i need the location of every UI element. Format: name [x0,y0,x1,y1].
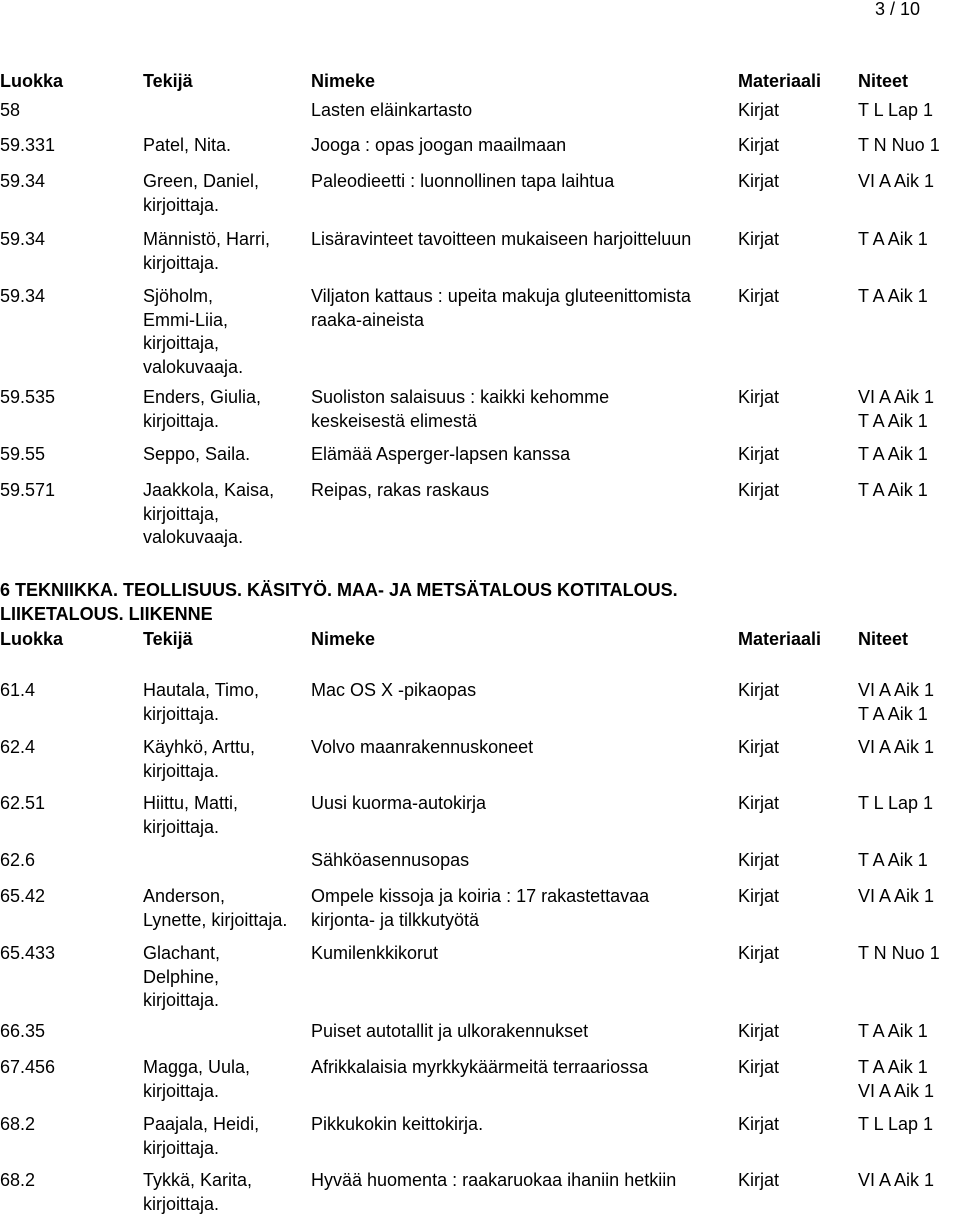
cell-tekija-line: kirjoittaja. [143,816,238,840]
cell-niteet [858,99,933,123]
cell-materiaali: Kirjat [738,1169,779,1193]
cell-niteet-line: T L Lap 1 [858,99,933,123]
cell-niteet-line: VI A Aik 1 [858,679,934,703]
cell-materiaali: Kirjat [738,1113,779,1137]
cell-nimeke [311,1169,676,1193]
cell-nimeke-line: raaka-aineista [311,309,691,333]
cell-tekija-line: Enders, Giulia, [143,386,261,410]
cell-tekija-line: kirjoittaja. [143,1193,252,1216]
cell-luokka: 66.35 [0,1020,45,1044]
page-number: 3 / 10 [875,0,920,22]
cell-tekija-line: Paajala, Heidi, [143,1113,259,1137]
cell-niteet [858,736,934,760]
cell-tekija-line: Käyhkö, Arttu, [143,736,255,760]
cell-nimeke-line: Mac OS X -pikaopas [311,679,476,703]
cell-niteet-line: T N Nuo 1 [858,134,940,158]
cell-niteet-line: T A Aik 1 [858,410,934,434]
cell-tekija-line: Männistö, Harri, [143,228,270,252]
header-tekija: Tekijä [143,70,193,94]
cell-tekija [143,885,287,932]
cell-tekija [143,386,261,433]
cell-tekija-line: Anderson, [143,885,287,909]
cell-nimeke-line: kirjonta- ja tilkkutyötä [311,909,649,933]
cell-niteet [858,679,934,726]
cell-tekija-line: kirjoittaja, [143,503,274,527]
cell-nimeke [311,170,614,194]
cell-materiaali: Kirjat [738,170,779,194]
cell-niteet-line: VI A Aik 1 [858,885,934,909]
cell-niteet-line: T A Aik 1 [858,443,928,467]
cell-niteet [858,228,928,252]
cell-tekija [143,679,259,726]
cell-nimeke [311,134,566,158]
cell-niteet [858,386,934,433]
cell-niteet-line: VI A Aik 1 [858,1080,934,1104]
cell-materiaali: Kirjat [738,942,779,966]
cell-tekija [143,285,243,379]
cell-tekija-line: kirjoittaja. [143,194,259,218]
cell-tekija [143,942,220,1013]
cell-luokka: 62.6 [0,849,35,873]
cell-nimeke-line: Paleodieetti : luonnollinen tapa laihtua [311,170,614,194]
cell-tekija-line: Magga, Uula, [143,1056,250,1080]
cell-tekija [143,479,274,550]
cell-niteet [858,170,934,194]
cell-niteet [858,1169,934,1193]
cell-tekija [143,736,255,783]
cell-tekija-line: Sjöholm, [143,285,243,309]
cell-materiaali: Kirjat [738,228,779,252]
cell-niteet-line: T L Lap 1 [858,792,933,816]
cell-luokka: 62.4 [0,736,35,760]
cell-tekija [143,228,270,275]
cell-luokka: 59.331 [0,134,55,158]
cell-luokka: 65.42 [0,885,45,909]
cell-tekija-line: Hiittu, Matti, [143,792,238,816]
cell-niteet-line: T A Aik 1 [858,703,934,727]
cell-luokka: 68.2 [0,1113,35,1137]
cell-materiaali: Kirjat [738,443,779,467]
header-tekija: Tekijä [143,628,193,652]
cell-niteet-line: T A Aik 1 [858,285,928,309]
cell-nimeke [311,386,609,433]
cell-materiaali: Kirjat [738,479,779,503]
cell-tekija-line: Seppo, Saila. [143,443,250,467]
cell-niteet-line: T L Lap 1 [858,1113,933,1137]
cell-materiaali: Kirjat [738,386,779,410]
cell-niteet [858,849,928,873]
cell-niteet-line: T A Aik 1 [858,479,928,503]
header-luokka: Luokka [0,628,63,652]
cell-tekija-line: kirjoittaja. [143,410,261,434]
cell-niteet-line: T A Aik 1 [858,1020,928,1044]
cell-nimeke-line: Kumilenkkikorut [311,942,438,966]
cell-tekija-line: Delphine, [143,966,220,990]
cell-nimeke-line: Sähköasennusopas [311,849,469,873]
cell-tekija-line: Green, Daniel, [143,170,259,194]
cell-luokka: 59.535 [0,386,55,410]
cell-tekija-line: valokuvaaja. [143,526,274,550]
cell-nimeke-line: Hyvää huomenta : raakaruokaa ihaniin hetkiin [311,1169,676,1193]
cell-niteet [858,1113,933,1137]
cell-materiaali: Kirjat [738,1056,779,1080]
cell-materiaali: Kirjat [738,134,779,158]
cell-nimeke-line: Lasten eläinkartasto [311,99,472,123]
cell-tekija-line: kirjoittaja. [143,1137,259,1161]
cell-nimeke-line: keskeisestä elimestä [311,410,609,434]
cell-tekija-line: Emmi-Liia, [143,309,243,333]
cell-nimeke-line: Ompele kissoja ja koiria : 17 rakastettavaa [311,885,649,909]
header-materiaali: Materiaali [738,70,821,94]
header-niteet: Niteet [858,628,908,652]
cell-luokka: 59.34 [0,228,45,252]
cell-nimeke [311,885,649,932]
cell-luokka: 58 [0,99,20,123]
cell-materiaali: Kirjat [738,849,779,873]
cell-tekija-line: kirjoittaja. [143,760,255,784]
cell-tekija-line: kirjoittaja. [143,703,259,727]
cell-materiaali: Kirjat [738,1020,779,1044]
cell-tekija [143,134,231,158]
cell-tekija-line: kirjoittaja, [143,332,243,356]
cell-nimeke [311,1113,483,1137]
cell-materiaali: Kirjat [738,285,779,309]
cell-tekija [143,1169,252,1216]
cell-materiaali: Kirjat [738,736,779,760]
cell-tekija [143,1113,259,1160]
cell-niteet-line: VI A Aik 1 [858,736,934,760]
cell-niteet-line: VI A Aik 1 [858,170,934,194]
cell-luokka: 65.433 [0,942,55,966]
cell-nimeke [311,1020,588,1044]
header-nimeke: Nimeke [311,628,375,652]
cell-tekija-line: valokuvaaja. [143,356,243,380]
cell-niteet-line: T A Aik 1 [858,849,928,873]
cell-luokka: 62.51 [0,792,45,816]
cell-luokka: 59.55 [0,443,45,467]
cell-nimeke [311,849,469,873]
cell-tekija-line: Tykkä, Karita, [143,1169,252,1193]
cell-nimeke-line: Lisäravinteet tavoitteen mukaiseen harjoitteluun [311,228,691,252]
cell-tekija-line: Lynette, kirjoittaja. [143,909,287,933]
cell-tekija-line: Patel, Nita. [143,134,231,158]
cell-tekija-line: kirjoittaja. [143,252,270,276]
cell-nimeke [311,99,472,123]
cell-niteet [858,443,928,467]
cell-luokka: 59.571 [0,479,55,503]
header-niteet: Niteet [858,70,908,94]
cell-tekija-line: kirjoittaja. [143,1080,250,1104]
cell-niteet-line: T N Nuo 1 [858,942,940,966]
cell-nimeke-line: Pikkukokin keittokirja. [311,1113,483,1137]
cell-nimeke-line: Volvo maanrakennuskoneet [311,736,533,760]
cell-nimeke-line: Afrikkalaisia myrkkykäärmeitä terraariossa [311,1056,648,1080]
cell-tekija-line: Glachant, [143,942,220,966]
cell-niteet [858,1056,934,1103]
cell-luokka: 68.2 [0,1169,35,1193]
cell-niteet-line: T A Aik 1 [858,1056,934,1080]
cell-tekija-line: kirjoittaja. [143,989,220,1013]
cell-tekija-line: Hautala, Timo, [143,679,259,703]
cell-nimeke [311,228,691,252]
cell-materiaali: Kirjat [738,792,779,816]
cell-materiaali: Kirjat [738,679,779,703]
cell-tekija [143,792,238,839]
cell-niteet [858,134,940,158]
cell-luokka: 59.34 [0,285,45,309]
cell-niteet [858,1020,928,1044]
cell-nimeke-line: Viljaton kattaus : upeita makuja gluteenittomista [311,285,691,309]
cell-nimeke-line: Reipas, rakas raskaus [311,479,489,503]
cell-tekija-line: Jaakkola, Kaisa, [143,479,274,503]
cell-nimeke-line: Jooga : opas joogan maailmaan [311,134,566,158]
cell-nimeke-line: Suoliston salaisuus : kaikki kehomme [311,386,609,410]
cell-tekija [143,443,250,467]
cell-nimeke [311,942,438,966]
cell-luokka: 67.456 [0,1056,55,1080]
cell-niteet [858,285,928,309]
cell-tekija [143,170,259,217]
cell-niteet [858,792,933,816]
cell-niteet [858,885,934,909]
section-title-line: LIIKETALOUS. LIIKENNE [0,603,678,627]
cell-nimeke [311,679,476,703]
cell-nimeke-line: Uusi kuorma-autokirja [311,792,486,816]
cell-luokka: 61.4 [0,679,35,703]
cell-nimeke [311,736,533,760]
cell-tekija [143,1056,250,1103]
cell-nimeke [311,443,570,467]
cell-niteet-line: VI A Aik 1 [858,386,934,410]
cell-materiaali: Kirjat [738,885,779,909]
cell-nimeke [311,792,486,816]
section-title-line: 6 TEKNIIKKA. TEOLLISUUS. KÄSITYÖ. MAA- JA METSÄTALOUS KOTITALOUS. [0,579,678,603]
cell-niteet-line: VI A Aik 1 [858,1169,934,1193]
cell-nimeke [311,1056,648,1080]
header-nimeke: Nimeke [311,70,375,94]
cell-nimeke-line: Puiset autotallit ja ulkorakennukset [311,1020,588,1044]
cell-niteet-line: T A Aik 1 [858,228,928,252]
cell-niteet [858,479,928,503]
cell-niteet [858,942,940,966]
section-title [0,579,678,626]
cell-luokka: 59.34 [0,170,45,194]
cell-nimeke [311,285,691,332]
cell-materiaali: Kirjat [738,99,779,123]
header-materiaali: Materiaali [738,628,821,652]
header-luokka: Luokka [0,70,63,94]
cell-nimeke-line: Elämää Asperger-lapsen kanssa [311,443,570,467]
cell-nimeke [311,479,489,503]
